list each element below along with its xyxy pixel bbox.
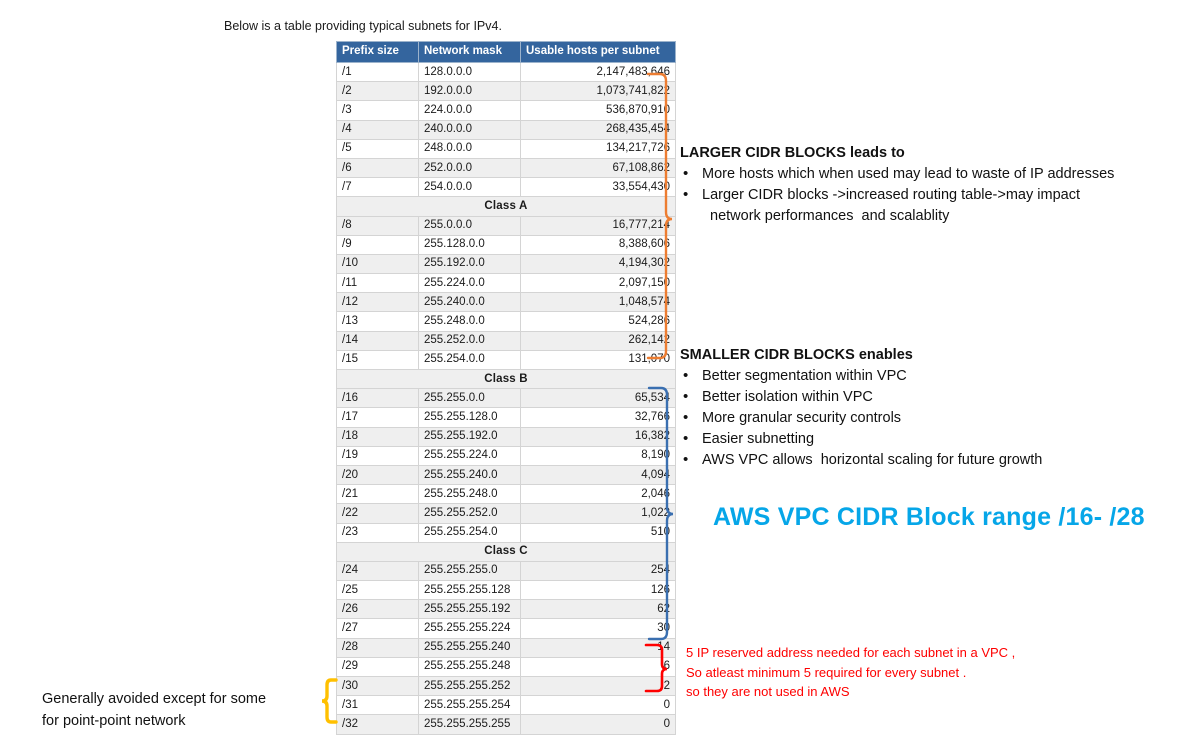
cell-prefix-size: /8 — [337, 216, 419, 235]
cell-usable-hosts: 32,766 — [521, 408, 676, 427]
table-row — [337, 101, 676, 120]
table-row — [337, 235, 676, 254]
cell-network-mask: 192.0.0.0 — [419, 82, 521, 101]
reserved-ip-note-line: 5 IP reserved address needed for each subnet in a VPC , — [686, 645, 1016, 660]
cell-network-mask: 255.252.0.0 — [419, 331, 521, 350]
table-row — [337, 82, 676, 101]
table-row — [337, 504, 676, 523]
cell-usable-hosts: 0 — [521, 696, 676, 715]
cell-prefix-size: /18 — [337, 427, 419, 446]
table-row — [337, 485, 676, 504]
cell-network-mask: 255.255.255.240 — [419, 638, 521, 657]
cell-prefix-size: /30 — [337, 677, 419, 696]
cell-prefix-size: /19 — [337, 446, 419, 465]
cell-prefix-size: /10 — [337, 254, 419, 273]
cell-usable-hosts: 62 — [521, 600, 676, 619]
class-label: Class A — [337, 197, 676, 216]
larger-cidr-bullet-list — [680, 164, 1180, 227]
cell-usable-hosts: 16,777,214 — [521, 216, 676, 235]
cell-usable-hosts: 6 — [521, 657, 676, 676]
cell-prefix-size: /2 — [337, 82, 419, 101]
table-row — [337, 158, 676, 177]
larger-cidr-note-title: LARGER CIDR BLOCKS leads to — [680, 145, 905, 161]
cell-prefix-size: /23 — [337, 523, 419, 542]
cell-prefix-size: /28 — [337, 638, 419, 657]
column-header-prefix-size: Prefix size — [337, 42, 419, 63]
cell-usable-hosts: 1,073,741,822 — [521, 82, 676, 101]
table-row — [337, 350, 676, 369]
reserved-ip-note-line: so they are not used in AWS — [686, 684, 850, 699]
cell-network-mask: 255.255.224.0 — [419, 446, 521, 465]
list-item: • More granular security controls — [680, 408, 1180, 429]
subnet-table — [336, 41, 676, 735]
cell-network-mask: 255.255.255.252 — [419, 677, 521, 696]
cell-usable-hosts: 1,048,574 — [521, 293, 676, 312]
cell-network-mask: 255.255.255.128 — [419, 581, 521, 600]
cell-prefix-size: /32 — [337, 715, 419, 734]
table-row — [337, 581, 676, 600]
cell-prefix-size: /11 — [337, 274, 419, 293]
cell-network-mask: 255.255.240.0 — [419, 465, 521, 484]
table-row — [337, 677, 676, 696]
cell-network-mask: 254.0.0.0 — [419, 178, 521, 197]
cell-prefix-size: /24 — [337, 561, 419, 580]
larger-cidr-note — [680, 145, 1180, 227]
smaller-cidr-note — [680, 347, 1180, 471]
subnet-table-head — [337, 42, 676, 63]
cell-network-mask: 255.255.254.0 — [419, 523, 521, 542]
cell-prefix-size: /14 — [337, 331, 419, 350]
table-class-row — [337, 197, 676, 216]
cell-prefix-size: /4 — [337, 120, 419, 139]
cell-usable-hosts: 1,022 — [521, 504, 676, 523]
cell-usable-hosts: 536,870,910 — [521, 101, 676, 120]
cell-prefix-size: /20 — [337, 465, 419, 484]
reserved-ip-note — [686, 643, 1106, 702]
smaller-cidr-note-title: SMALLER CIDR BLOCKS enables — [680, 347, 913, 363]
cell-prefix-size: /12 — [337, 293, 419, 312]
subnet-table-container — [336, 41, 670, 735]
smaller-cidr-bullet-list — [680, 366, 1180, 471]
table-class-row — [337, 542, 676, 561]
table-row — [337, 465, 676, 484]
cell-network-mask: 255.255.128.0 — [419, 408, 521, 427]
cell-prefix-size: /21 — [337, 485, 419, 504]
generally-avoided-brace — [322, 680, 336, 722]
cell-prefix-size: /6 — [337, 158, 419, 177]
cell-network-mask: 255.255.255.224 — [419, 619, 521, 638]
list-item-continuation: network performances and scalablity — [710, 208, 950, 224]
class-label: Class B — [337, 370, 676, 389]
cell-network-mask: 255.254.0.0 — [419, 350, 521, 369]
cell-prefix-size: /15 — [337, 350, 419, 369]
table-row — [337, 715, 676, 734]
cell-usable-hosts: 33,554,430 — [521, 178, 676, 197]
table-row — [337, 274, 676, 293]
list-item: • AWS VPC allows horizontal scaling for future growth — [680, 450, 1180, 471]
cell-usable-hosts: 65,534 — [521, 389, 676, 408]
table-row — [337, 638, 676, 657]
intro-caption: Below is a table providing typical subnets for IPv4. — [224, 19, 502, 33]
list-item: • Larger CIDR blocks ->increased routing table->may impact — [680, 185, 1180, 206]
cell-network-mask: 255.255.255.0 — [419, 561, 521, 580]
cell-prefix-size: /1 — [337, 63, 419, 82]
cell-usable-hosts: 67,108,862 — [521, 158, 676, 177]
cell-network-mask: 255.255.192.0 — [419, 427, 521, 446]
cell-usable-hosts: 510 — [521, 523, 676, 542]
cell-prefix-size: /27 — [337, 619, 419, 638]
table-row — [337, 312, 676, 331]
subnet-table-body — [337, 63, 676, 735]
cell-prefix-size: /17 — [337, 408, 419, 427]
cell-usable-hosts: 268,435,454 — [521, 120, 676, 139]
class-label: Class C — [337, 542, 676, 561]
cell-usable-hosts: 134,217,726 — [521, 139, 676, 158]
cell-prefix-size: /31 — [337, 696, 419, 715]
cell-network-mask: 255.255.255.248 — [419, 657, 521, 676]
table-class-row — [337, 370, 676, 389]
cell-usable-hosts: 8,190 — [521, 446, 676, 465]
cell-usable-hosts: 2,147,483,646 — [521, 63, 676, 82]
cell-usable-hosts: 126 — [521, 581, 676, 600]
table-row — [337, 120, 676, 139]
cell-network-mask: 255.240.0.0 — [419, 293, 521, 312]
generally-avoided-note-line: for point-point network — [42, 713, 186, 729]
table-row — [337, 446, 676, 465]
cell-prefix-size: /5 — [337, 139, 419, 158]
cell-network-mask: 240.0.0.0 — [419, 120, 521, 139]
cell-usable-hosts: 262,142 — [521, 331, 676, 350]
cell-prefix-size: /25 — [337, 581, 419, 600]
cell-usable-hosts: 2,097,150 — [521, 274, 676, 293]
table-row — [337, 523, 676, 542]
cell-usable-hosts: 524,286 — [521, 312, 676, 331]
list-item: • Better isolation within VPC — [680, 387, 1180, 408]
cell-usable-hosts: 2,046 — [521, 485, 676, 504]
cell-network-mask: 255.224.0.0 — [419, 274, 521, 293]
table-header-row — [337, 42, 676, 63]
table-row — [337, 561, 676, 580]
list-item: • More hosts which when used may lead to waste of IP addresses — [680, 164, 1180, 185]
table-row — [337, 63, 676, 82]
table-row — [337, 331, 676, 350]
cell-usable-hosts: 2 — [521, 677, 676, 696]
column-header-network-mask: Network mask — [419, 42, 521, 63]
list-item: • Easier subnetting — [680, 429, 1180, 450]
cell-usable-hosts: 8,388,606 — [521, 235, 676, 254]
table-row — [337, 139, 676, 158]
cell-usable-hosts: 30 — [521, 619, 676, 638]
cell-prefix-size: /16 — [337, 389, 419, 408]
column-header-usable-hosts: Usable hosts per subnet — [521, 42, 676, 63]
generally-avoided-note — [42, 688, 312, 732]
cell-network-mask: 255.192.0.0 — [419, 254, 521, 273]
cell-network-mask: 255.255.0.0 — [419, 389, 521, 408]
list-item: • Better segmentation within VPC — [680, 366, 1180, 387]
cell-prefix-size: /13 — [337, 312, 419, 331]
cell-usable-hosts: 0 — [521, 715, 676, 734]
cell-network-mask: 255.0.0.0 — [419, 216, 521, 235]
cell-usable-hosts: 131,070 — [521, 350, 676, 369]
cell-network-mask: 255.255.255.192 — [419, 600, 521, 619]
cell-network-mask: 224.0.0.0 — [419, 101, 521, 120]
cell-prefix-size: /22 — [337, 504, 419, 523]
cell-prefix-size: /26 — [337, 600, 419, 619]
cell-prefix-size: /7 — [337, 178, 419, 197]
cell-network-mask: 255.255.248.0 — [419, 485, 521, 504]
table-row — [337, 408, 676, 427]
table-row — [337, 254, 676, 273]
cell-network-mask: 255.255.255.254 — [419, 696, 521, 715]
table-row — [337, 216, 676, 235]
cell-prefix-size: /3 — [337, 101, 419, 120]
cell-network-mask: 255.255.255.255 — [419, 715, 521, 734]
table-row — [337, 293, 676, 312]
cell-prefix-size: /9 — [337, 235, 419, 254]
cell-network-mask: 248.0.0.0 — [419, 139, 521, 158]
cell-prefix-size: /29 — [337, 657, 419, 676]
table-row — [337, 619, 676, 638]
cell-network-mask: 255.248.0.0 — [419, 312, 521, 331]
table-row — [337, 389, 676, 408]
table-row — [337, 600, 676, 619]
cell-usable-hosts: 16,382 — [521, 427, 676, 446]
cell-network-mask: 255.255.252.0 — [419, 504, 521, 523]
cell-network-mask: 255.128.0.0 — [419, 235, 521, 254]
table-row — [337, 427, 676, 446]
cell-usable-hosts: 254 — [521, 561, 676, 580]
cell-usable-hosts: 4,094 — [521, 465, 676, 484]
reserved-ip-note-line: So atleast minimum 5 required for every subnet . — [686, 664, 967, 680]
aws-vpc-cidr-range-heading: AWS VPC CIDR Block range /16- /28 — [713, 503, 1145, 531]
cell-usable-hosts: 14 — [521, 638, 676, 657]
cell-network-mask: 128.0.0.0 — [419, 63, 521, 82]
table-row — [337, 178, 676, 197]
table-row — [337, 696, 676, 715]
table-row — [337, 657, 676, 676]
cell-usable-hosts: 4,194,302 — [521, 254, 676, 273]
cell-network-mask: 252.0.0.0 — [419, 158, 521, 177]
generally-avoided-note-line: Generally avoided except for some — [42, 691, 267, 707]
